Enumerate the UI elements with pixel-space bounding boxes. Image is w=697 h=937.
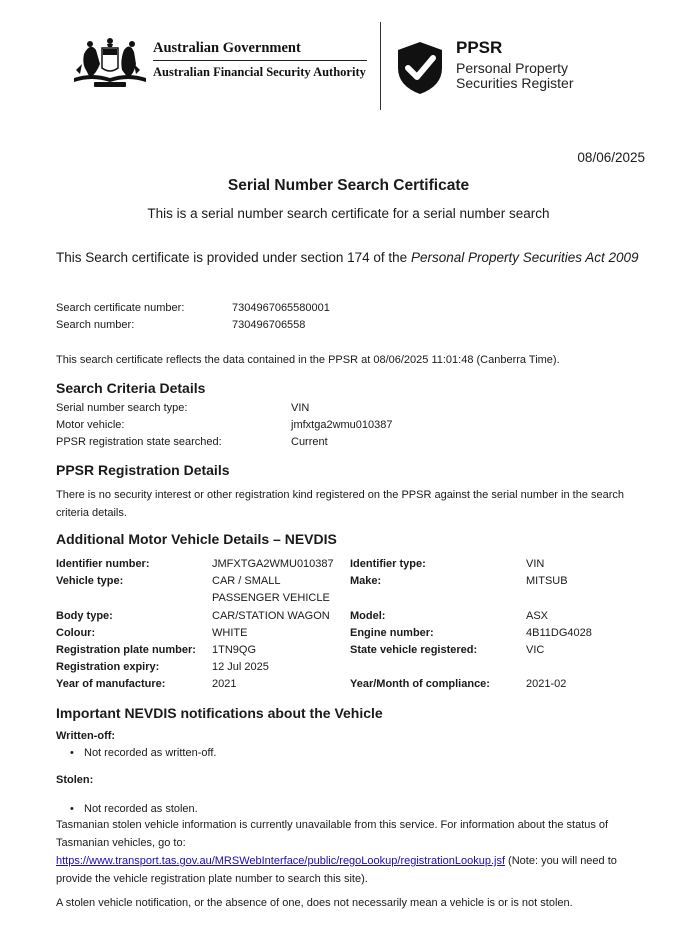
ppsr-subtitle-line1: Personal Property: [456, 60, 569, 76]
vehicle-type-label: Vehicle type:: [56, 575, 124, 588]
tasmania-link-paragraph: [56, 853, 646, 888]
colour-value: WHITE: [212, 626, 248, 639]
ppsr-title: PPSR: [456, 38, 503, 57]
ppsr-subtitle-line2: Securities Register: [456, 75, 574, 91]
gov-line1: Australian Government: [153, 40, 301, 56]
vehicle-type-line2: PASSENGER VEHICLE: [212, 592, 330, 605]
criteria-value: VIN: [291, 402, 310, 414]
shield-check-icon: [394, 40, 446, 96]
reflects-statement: This search certificate reflects the data contained in the PPSR at 08/06/2025 11:01:48 (Canberra Time).: [56, 354, 560, 366]
year-value: 2021: [212, 678, 237, 691]
written-off-label: Written-off:: [56, 730, 116, 742]
table-row: [56, 608, 656, 625]
compliance-value: 2021-02: [526, 678, 567, 691]
search-number-row: [56, 317, 656, 334]
link-note: (Note: you will need to provide the vehicle registration plate number to search this site).: [56, 855, 617, 885]
colour-label: Colour:: [56, 626, 96, 639]
identifier-number-label: Identifier number:: [56, 558, 150, 570]
search-criteria-details: [56, 400, 656, 451]
registration-heading: PPSR Registration Details: [56, 462, 230, 478]
compliance-label: Year/Month of compliance:: [350, 678, 490, 691]
certificate-date: 08/06/2025: [577, 150, 645, 165]
cert-number-value: 7304967065580001: [232, 302, 330, 314]
table-row: [56, 625, 656, 642]
criteria-label: PPSR registration state searched:: [56, 436, 222, 448]
provided-statement: [56, 249, 656, 266]
search-criteria-heading: Search Criteria Details: [56, 380, 206, 396]
registration-text: There is no security interest or other registration kind registered on the PPSR against the serial number in the search criteria details.: [56, 489, 625, 519]
criteria-label: Serial number search type:: [56, 402, 188, 414]
ppsr-logo: [394, 38, 634, 98]
state-value: VIC: [526, 644, 545, 657]
model-value: ASX: [526, 609, 549, 622]
body-type-value: CAR/STATION WAGON: [212, 609, 330, 622]
table-row: [56, 573, 656, 607]
written-off-item: • Not recorded as written-off.: [56, 747, 656, 759]
tasmania-lookup-link[interactable]: https://www.transport.tas.gov.au/MRSWebInterface/public/regoLookup/registrationLookup.jsf: [56, 855, 505, 867]
cert-number-label: Search certificate number:: [56, 302, 185, 314]
vehicle-details-table: [56, 556, 656, 694]
provided-text: This Search certificate is provided under section 174 of the: [56, 250, 411, 265]
vehicle-heading: Additional Motor Vehicle Details – NEVDIS: [56, 531, 337, 547]
certificate-subtitle: This is a serial number search certificate for a serial number search: [147, 206, 550, 221]
document-header: [72, 22, 632, 112]
criteria-value: jmfxtga2wmu010387: [291, 419, 393, 431]
body-type-label: Body type:: [56, 609, 113, 622]
vehicle-type-value: [212, 573, 350, 607]
plate-value: 1TN9QG: [212, 644, 257, 657]
make-value: MITSUB: [526, 575, 568, 588]
identifier-number-value: JMFXTGA2WMU010387: [212, 558, 334, 570]
criteria-row: [56, 417, 656, 434]
model-label: Model:: [350, 609, 386, 622]
certificate-title: Serial Number Search Certificate: [227, 177, 470, 194]
expiry-label: Registration expiry:: [56, 661, 160, 674]
table-row: [56, 676, 656, 693]
table-row: [56, 659, 656, 676]
criteria-row: [56, 400, 656, 417]
table-row: [56, 556, 656, 573]
state-label: State vehicle registered:: [350, 644, 478, 657]
table-row: [56, 642, 656, 659]
criteria-value: Current: [291, 436, 328, 448]
australian-government-logo: [72, 34, 372, 94]
search-number-value: 730496706558: [232, 319, 306, 331]
disclaimer-text: A stolen vehicle notification, or the absence of one, does not necessarily mean a vehicle is or is not stolen.: [56, 897, 573, 909]
criteria-label: Motor vehicle:: [56, 419, 125, 431]
engine-number-label: Engine number:: [350, 626, 434, 639]
notifications-heading: Important NEVDIS notifications about the Vehicle: [56, 705, 383, 721]
certificate-numbers: [56, 300, 656, 334]
stolen-item: • Not recorded as stolen.: [56, 803, 656, 815]
stolen-label: Stolen:: [56, 774, 94, 786]
plate-label: Registration plate number:: [56, 644, 196, 657]
header-divider: [380, 22, 381, 110]
expiry-value: 12 Jul 2025: [212, 661, 269, 674]
engine-number-value: 4B11DG4028: [526, 626, 592, 639]
search-number-label: Search number:: [56, 319, 135, 331]
make-label: Make:: [350, 575, 382, 588]
act-name: Personal Property Securities Act 2009: [410, 250, 639, 265]
gov-rule: [153, 60, 367, 61]
coat-of-arms-icon: [72, 34, 148, 90]
gov-line2: Australian Financial Security Authority: [153, 65, 366, 79]
year-label: Year of manufacture:: [56, 678, 166, 691]
vehicle-type-line1: CAR / SMALL: [212, 575, 281, 588]
identifier-type-value: VIN: [526, 558, 545, 570]
identifier-type-label: Identifier type:: [350, 558, 426, 570]
cert-number-row: [56, 300, 656, 317]
tasmania-text: Tasmanian stolen vehicle information is currently unavailable from this service. For information about the status of Tasmanian vehicles, go to:: [56, 819, 609, 849]
criteria-row: [56, 434, 656, 451]
